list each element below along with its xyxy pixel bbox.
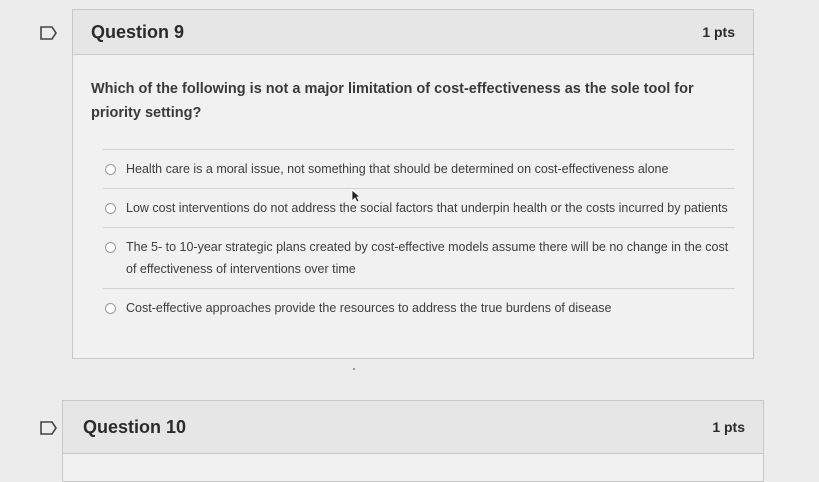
answer-list [103, 149, 735, 327]
radio-button-4[interactable] [105, 303, 116, 314]
radio-button-3[interactable] [105, 242, 116, 253]
question-9-title: Question 9 [91, 21, 185, 42]
answer-option-2[interactable] [103, 188, 735, 227]
radio-button-1[interactable] [105, 164, 116, 175]
question-10-header [63, 401, 763, 454]
answer-option-3[interactable] [103, 227, 735, 288]
flag-question-10-icon[interactable] [40, 421, 58, 435]
answer-label-3: The 5- to 10-year strategic plans created by cost-effective models assume there will be no change in the cost of effectiveness of interventions over time [126, 240, 729, 276]
answer-label-2: Low cost interventions do not address the social factors that underpin health or the costs incurred by patients [126, 201, 728, 215]
question-9-text: Which of the following is not a major limitation of cost-effectiveness as the sole tool for priority setting? [91, 81, 694, 121]
answer-option-4[interactable] [103, 288, 735, 327]
question-9-card [72, 9, 754, 359]
question-10-title: Question 10 [83, 416, 187, 437]
question-10-card [62, 400, 764, 482]
flag-question-9-icon[interactable] [40, 26, 58, 40]
answer-option-1[interactable] [103, 149, 735, 188]
stray-dot [353, 368, 355, 370]
question-9-points: 1 pts [702, 24, 735, 40]
question-9-header [73, 10, 753, 55]
question-10-points: 1 pts [712, 419, 745, 435]
question-9-body [73, 55, 753, 341]
answer-label-4: Cost-effective approaches provide the resources to address the true burdens of disease [126, 301, 612, 315]
radio-button-2[interactable] [105, 203, 116, 214]
answer-label-1: Health care is a moral issue, not something that should be determined on cost-effectiveness alone [126, 162, 669, 176]
mouse-pointer-icon [351, 189, 361, 208]
